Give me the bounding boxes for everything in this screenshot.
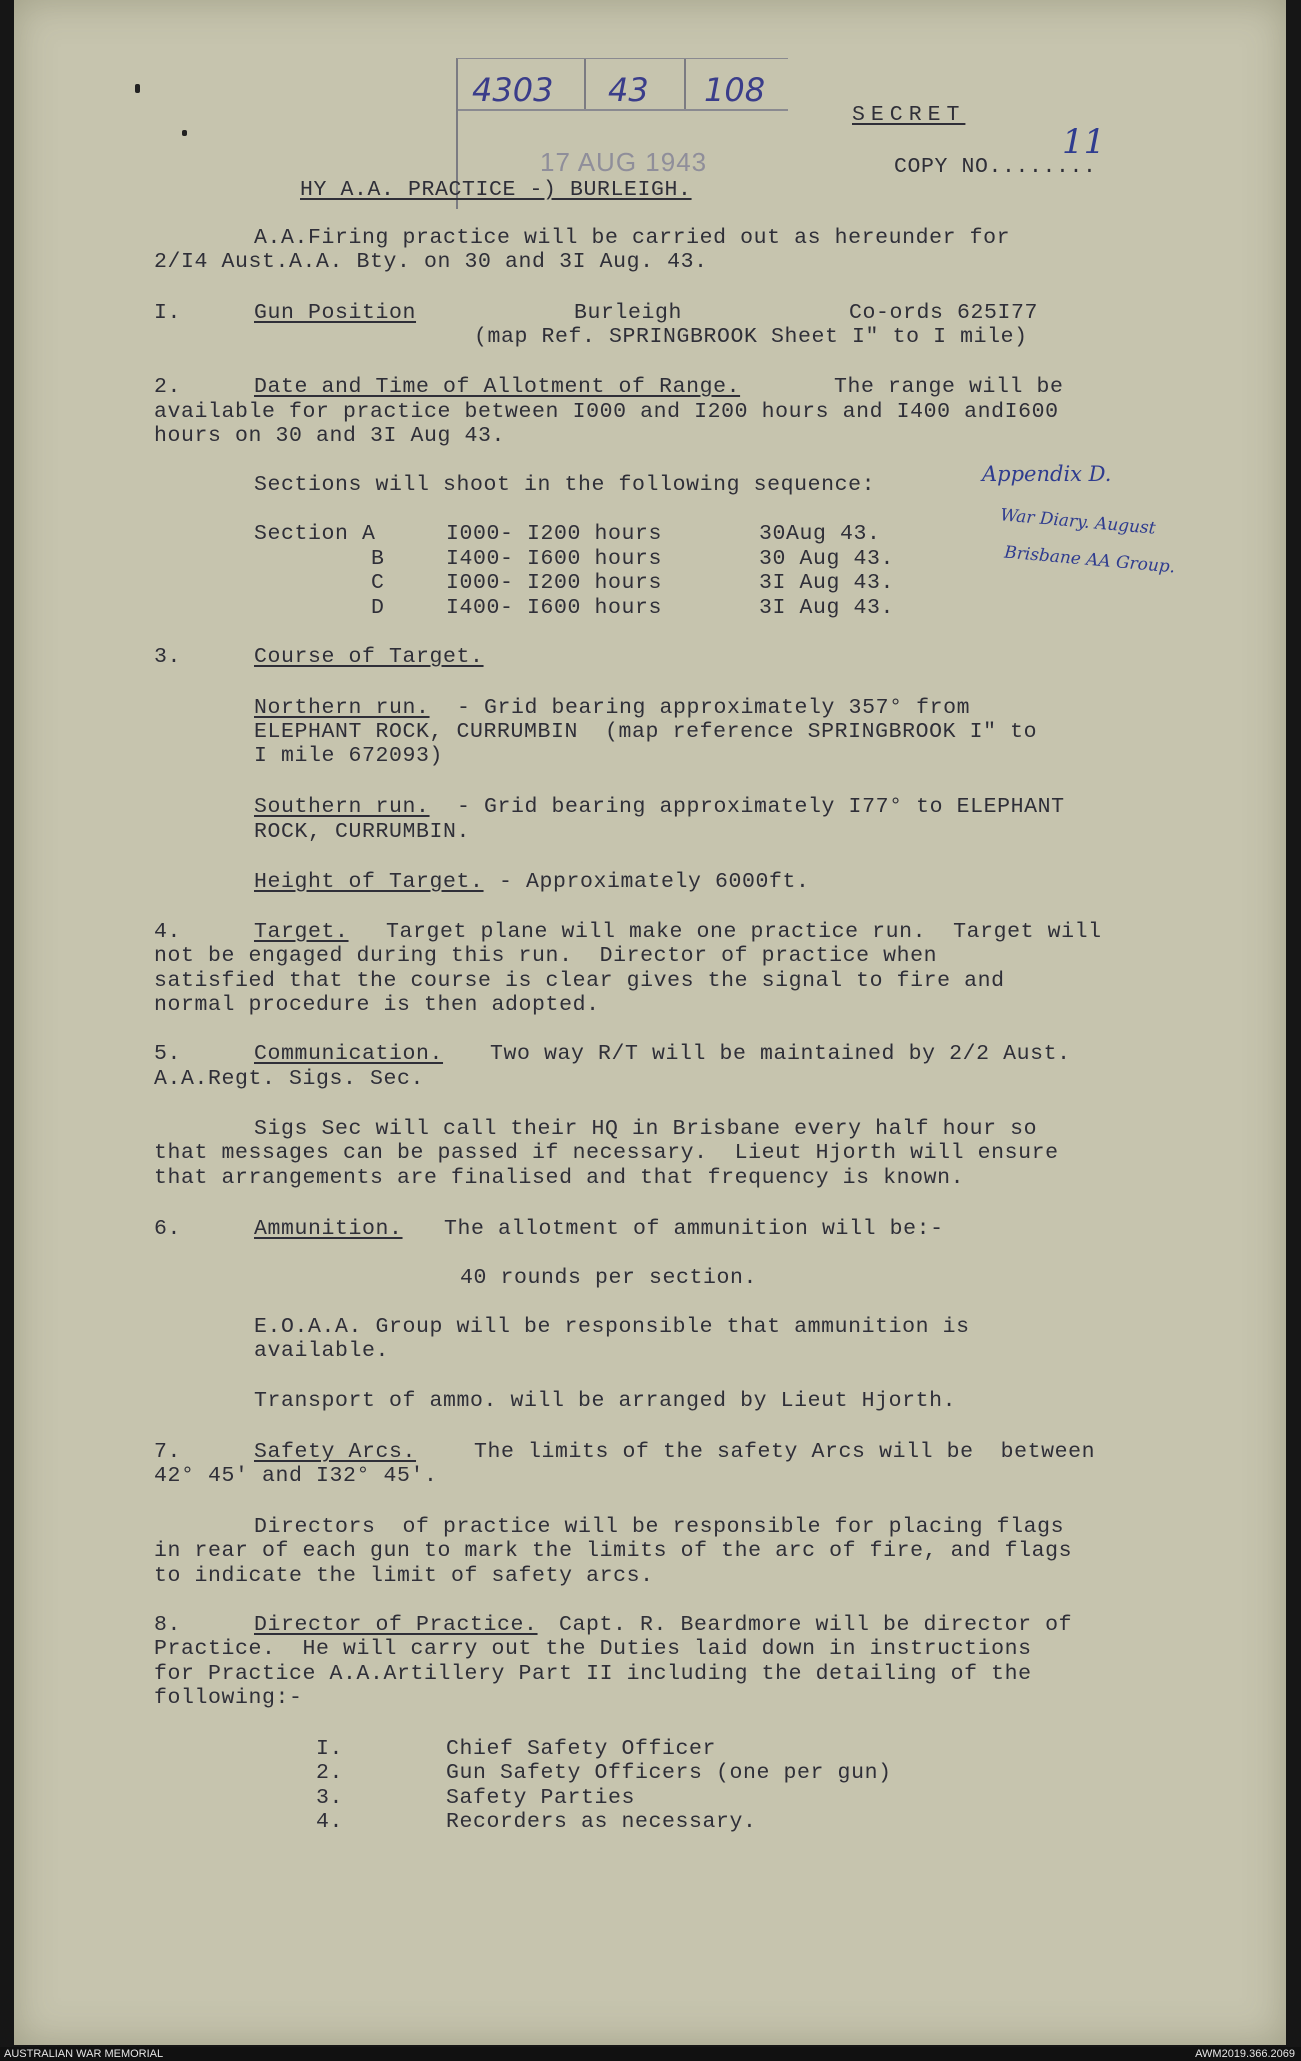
gun-position-place: Burleigh <box>574 301 683 325</box>
sequence-time: I000- I200 hours <box>446 571 663 595</box>
copy-number-handwritten: 11 <box>1062 122 1106 162</box>
section-2-line-1: The range will be <box>834 375 1064 399</box>
section-2-line-3: hours on 30 and 3I Aug 43. <box>154 424 506 448</box>
intro-line-2: 2/I4 Aust.A.A. Bty. on 30 and 3I Aug. 43. <box>154 250 708 274</box>
section-5-number: 5. <box>154 1042 182 1066</box>
copy-number-label: COPY NO........ <box>894 155 1097 179</box>
section-5-heading: Communication. <box>254 1042 444 1066</box>
northern-run-heading: Northern run. <box>254 696 430 720</box>
section-4-line-4: normal procedure is then adopted. <box>154 993 600 1017</box>
sequence-time: I000- I200 hours <box>446 522 663 546</box>
pen-mark <box>135 84 140 93</box>
sequence-intro: Sections will shoot in the following sequence: <box>254 473 876 497</box>
section-6-number: 6. <box>154 1217 182 1241</box>
northern-run-line-2: ELEPHANT ROCK, CURRUMBIN (map reference SPRINGBROOK I" to <box>254 720 1038 744</box>
stamp-number-3: 108 <box>704 71 766 109</box>
secret-label: SECRET <box>852 103 966 127</box>
gun-position-map-ref: (map Ref. SPRINGBROOK Sheet I" to I mile) <box>474 325 1028 349</box>
sequence-date: 30Aug 43. <box>759 522 881 546</box>
section-8-line-1: Capt. R. Beardmore will be director of <box>559 1613 1073 1637</box>
southern-run-line-1: - Grid bearing approximately I77° to ELEPHANT <box>457 795 1065 819</box>
height-of-target-heading: Height of Target. <box>254 870 484 894</box>
list-item-text: Recorders as necessary. <box>446 1810 757 1834</box>
section-5-line-2: A.A.Regt. Sigs. Sec. <box>154 1067 425 1091</box>
section-6-para-2-line-2: available. <box>254 1339 390 1363</box>
sequence-section: B <box>371 547 385 571</box>
section-5-para-2-line-3: that arrangements are finalised and that frequency is known. <box>154 1166 965 1190</box>
southern-run-line-2: ROCK, CURRUMBIN. <box>254 820 471 844</box>
section-5-line-1: Two way R/T will be maintained by 2/2 Aust. <box>490 1042 1071 1066</box>
stamp-date: 17 AUG 1943 <box>540 147 708 177</box>
section-4-number: 4. <box>154 920 182 944</box>
list-item-text: Safety Parties <box>446 1786 636 1810</box>
section-7-number: 7. <box>154 1440 182 1464</box>
pen-mark <box>182 130 187 136</box>
section-6-para-2-line-1: E.O.A.A. Group will be responsible that ammunition is <box>254 1315 970 1339</box>
section-2-line-2: available for practice between I000 and I200 hours and I400 andI600 <box>154 400 1059 424</box>
list-item-number: 2. <box>316 1761 344 1785</box>
section-8-line-2: Practice. He will carry out the Duties laid down in instructions <box>154 1637 1032 1661</box>
list-item-text: Gun Safety Officers (one per gun) <box>446 1761 892 1785</box>
section-4-line-1: Target plane will make one practice run. Target will <box>386 920 1102 944</box>
section-4-line-3: satisfied that the course is clear gives the signal to fire and <box>154 969 1005 993</box>
section-8-heading: Director of Practice. <box>254 1613 538 1637</box>
section-2-heading: Date and Time of Allotment of Range. <box>254 375 741 399</box>
gun-position-coords: Co-ords 625I77 <box>849 301 1039 325</box>
list-item-number: 3. <box>316 1786 344 1810</box>
section-6-line-1: The allotment of ammunition will be:- <box>444 1217 944 1241</box>
annotation-line-2: War Diary. August <box>999 505 1157 539</box>
section-7-para-2-line-1: Directors of practice will be responsible for placing flags <box>254 1515 1065 1539</box>
section-6-heading: Ammunition. <box>254 1217 403 1241</box>
sequence-section: D <box>371 596 385 620</box>
section-8-line-4: following:- <box>154 1686 303 1710</box>
section-7-para-2-line-2: in rear of each gun to mark the limits of the arc of fire, and flags <box>154 1539 1073 1563</box>
section-7-line-2: 42° 45' and I32° 45'. <box>154 1464 438 1488</box>
intro-line-1: A.A.Firing practice will be carried out as hereunder for <box>254 226 1011 250</box>
sequence-date: 3I Aug 43. <box>759 596 895 620</box>
footer-reference: AWM2019.366.2069 <box>1195 2048 1295 2060</box>
sequence-date: 30 Aug 43. <box>759 547 895 571</box>
height-of-target-value: - Approximately 6000ft. <box>499 870 810 894</box>
section-4-line-2: not be engaged during this run. Director of practice when <box>154 944 938 968</box>
southern-run-heading: Southern run. <box>254 795 430 819</box>
sequence-section: C <box>371 571 385 595</box>
northern-run-line-3: I mile 672093) <box>254 744 444 768</box>
section-7-line-1: The limits of the safety Arcs will be between <box>474 1440 1096 1464</box>
list-item-number: 4. <box>316 1810 344 1834</box>
section-7-heading: Safety Arcs. <box>254 1440 417 1464</box>
section-5-para-2-line-1: Sigs Sec will call their HQ in Brisbane every half hour so <box>254 1117 1038 1141</box>
section-1-heading: Gun Position <box>254 301 417 325</box>
sequence-time: I400- I600 hours <box>446 596 663 620</box>
section-5-para-2-line-2: that messages can be passed if necessary. Lieut Hjorth will ensure <box>154 1141 1059 1165</box>
northern-run-line-1: - Grid bearing approximately 357° from <box>457 696 971 720</box>
stamp-number-2: 43 <box>608 71 649 109</box>
sequence-date: 3I Aug 43. <box>759 571 895 595</box>
rounds-per-section: 40 rounds per section. <box>460 1266 758 1290</box>
archive-footer <box>0 2047 1301 2061</box>
sequence-time: I400- I600 hours <box>446 547 663 571</box>
list-item-number: I. <box>316 1737 344 1761</box>
section-2-number: 2. <box>154 375 182 399</box>
footer-institution: AUSTRALIAN WAR MEMORIAL <box>4 2048 164 2060</box>
section-7-para-2-line-3: to indicate the limit of safety arcs. <box>154 1564 654 1588</box>
annotation-line-1: Appendix D. <box>982 462 1112 486</box>
stamp-number-1: 4303 <box>472 71 554 109</box>
section-1-number: I. <box>154 301 182 325</box>
document-page <box>14 0 1286 2045</box>
sequence-section: Section A <box>254 522 376 546</box>
section-3-number: 3. <box>154 645 182 669</box>
section-3-heading: Course of Target. <box>254 645 484 669</box>
document-title: HY A.A. PRACTICE -) BURLEIGH. <box>300 178 692 202</box>
section-8-number: 8. <box>154 1613 182 1637</box>
section-6-para-3: Transport of ammo. will be arranged by Lieut Hjorth. <box>254 1389 957 1413</box>
list-item-text: Chief Safety Officer <box>446 1737 717 1761</box>
annotation-line-3: Brisbane AA Group. <box>1003 542 1176 578</box>
section-4-heading: Target. <box>254 920 349 944</box>
section-8-line-3: for Practice A.A.Artillery Part II including the detailing of the <box>154 1662 1032 1686</box>
